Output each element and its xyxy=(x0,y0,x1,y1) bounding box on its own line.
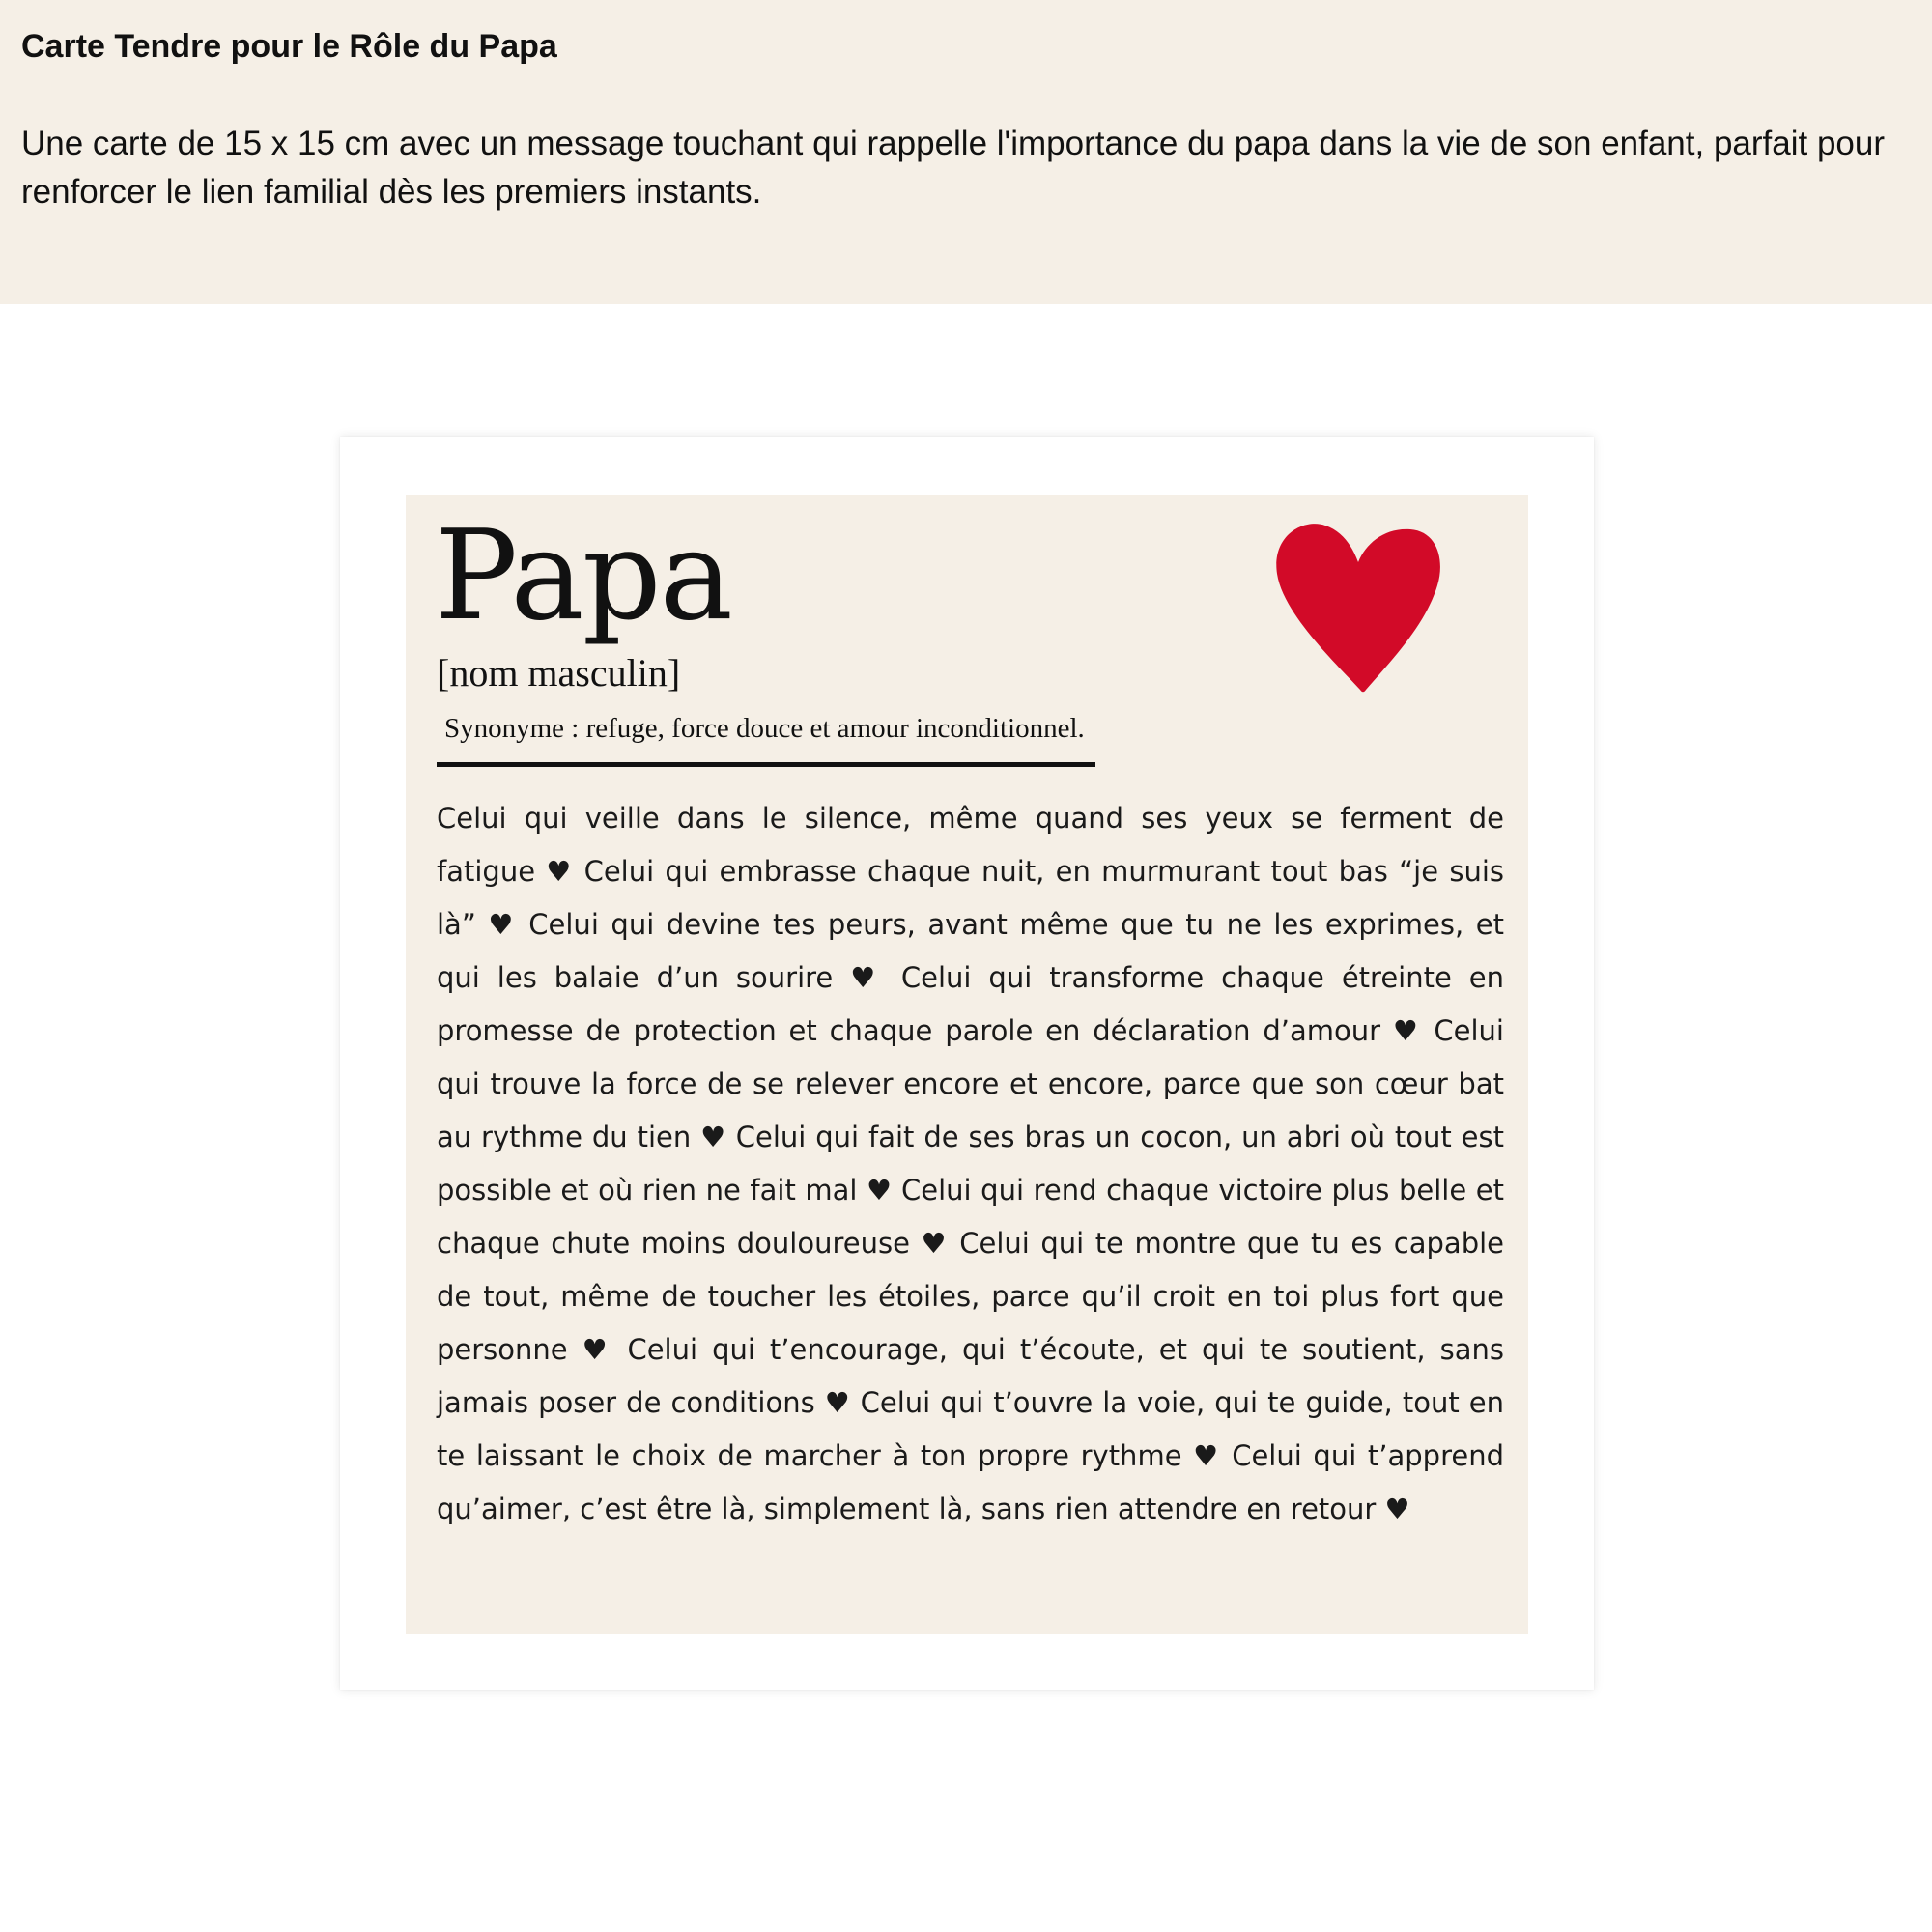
card-image xyxy=(406,495,1528,1634)
heart-icon xyxy=(1265,516,1449,699)
card-word: Papa xyxy=(435,504,731,648)
card-image-frame xyxy=(340,437,1594,1690)
product-description: Une carte de 15 x 15 cm avec un message touchant qui rappelle l'importance du papa dans la vie de son enfant, parfait pour renforcer le lien familial dès les premiers instants. xyxy=(21,125,1885,211)
divider xyxy=(437,762,1095,767)
card-grammar: [nom masculin] xyxy=(437,651,681,695)
card-body-text: Celui qui veille dans le silence, même quand ses yeux se ferment de fatigue ♥ Celui qui embrasse chaque nuit, en murmurant tout bas “je suis là” ♥ Celui qui devine tes peurs, avant même que tu ne les exprimes, et qui les balaie d’un sourire ♥ Celui qui transforme chaque étreinte en promesse de protection et chaque parole en déclaration d’amour ♥ Celui qui trouve la force de se relever encore et encore, parce que son cœur bat au rythme du tien ♥ Celui qui fait de ses bras un cocon, un abri où tout est possible et où rien ne fait mal ♥ Celui qui rend chaque victoire plus belle et chaque chute moins douloureuse ♥ Celui qui te montre que tu es capable de tout, même de toucher les étoiles, parce qu’il croit en toi plus fort que personne ♥ Celui qui t’encourage, qui t’écoute, et qui te soutient, sans jamais poser de conditions ♥ Celui qui t’ouvre la voie, qui te guide, tout en te laissant le choix de marcher à ton propre rythme ♥ Celui qui t’apprend qu’aimer, c’est être là, simplement là, sans rien attendre en retour ♥ xyxy=(437,802,1504,1525)
product-title: Carte Tendre pour le Rôle du Papa xyxy=(21,28,557,65)
card-synonym: Synonyme : refuge, force douce et amour inconditionnel. xyxy=(444,713,1085,744)
product-header xyxy=(0,0,1932,304)
